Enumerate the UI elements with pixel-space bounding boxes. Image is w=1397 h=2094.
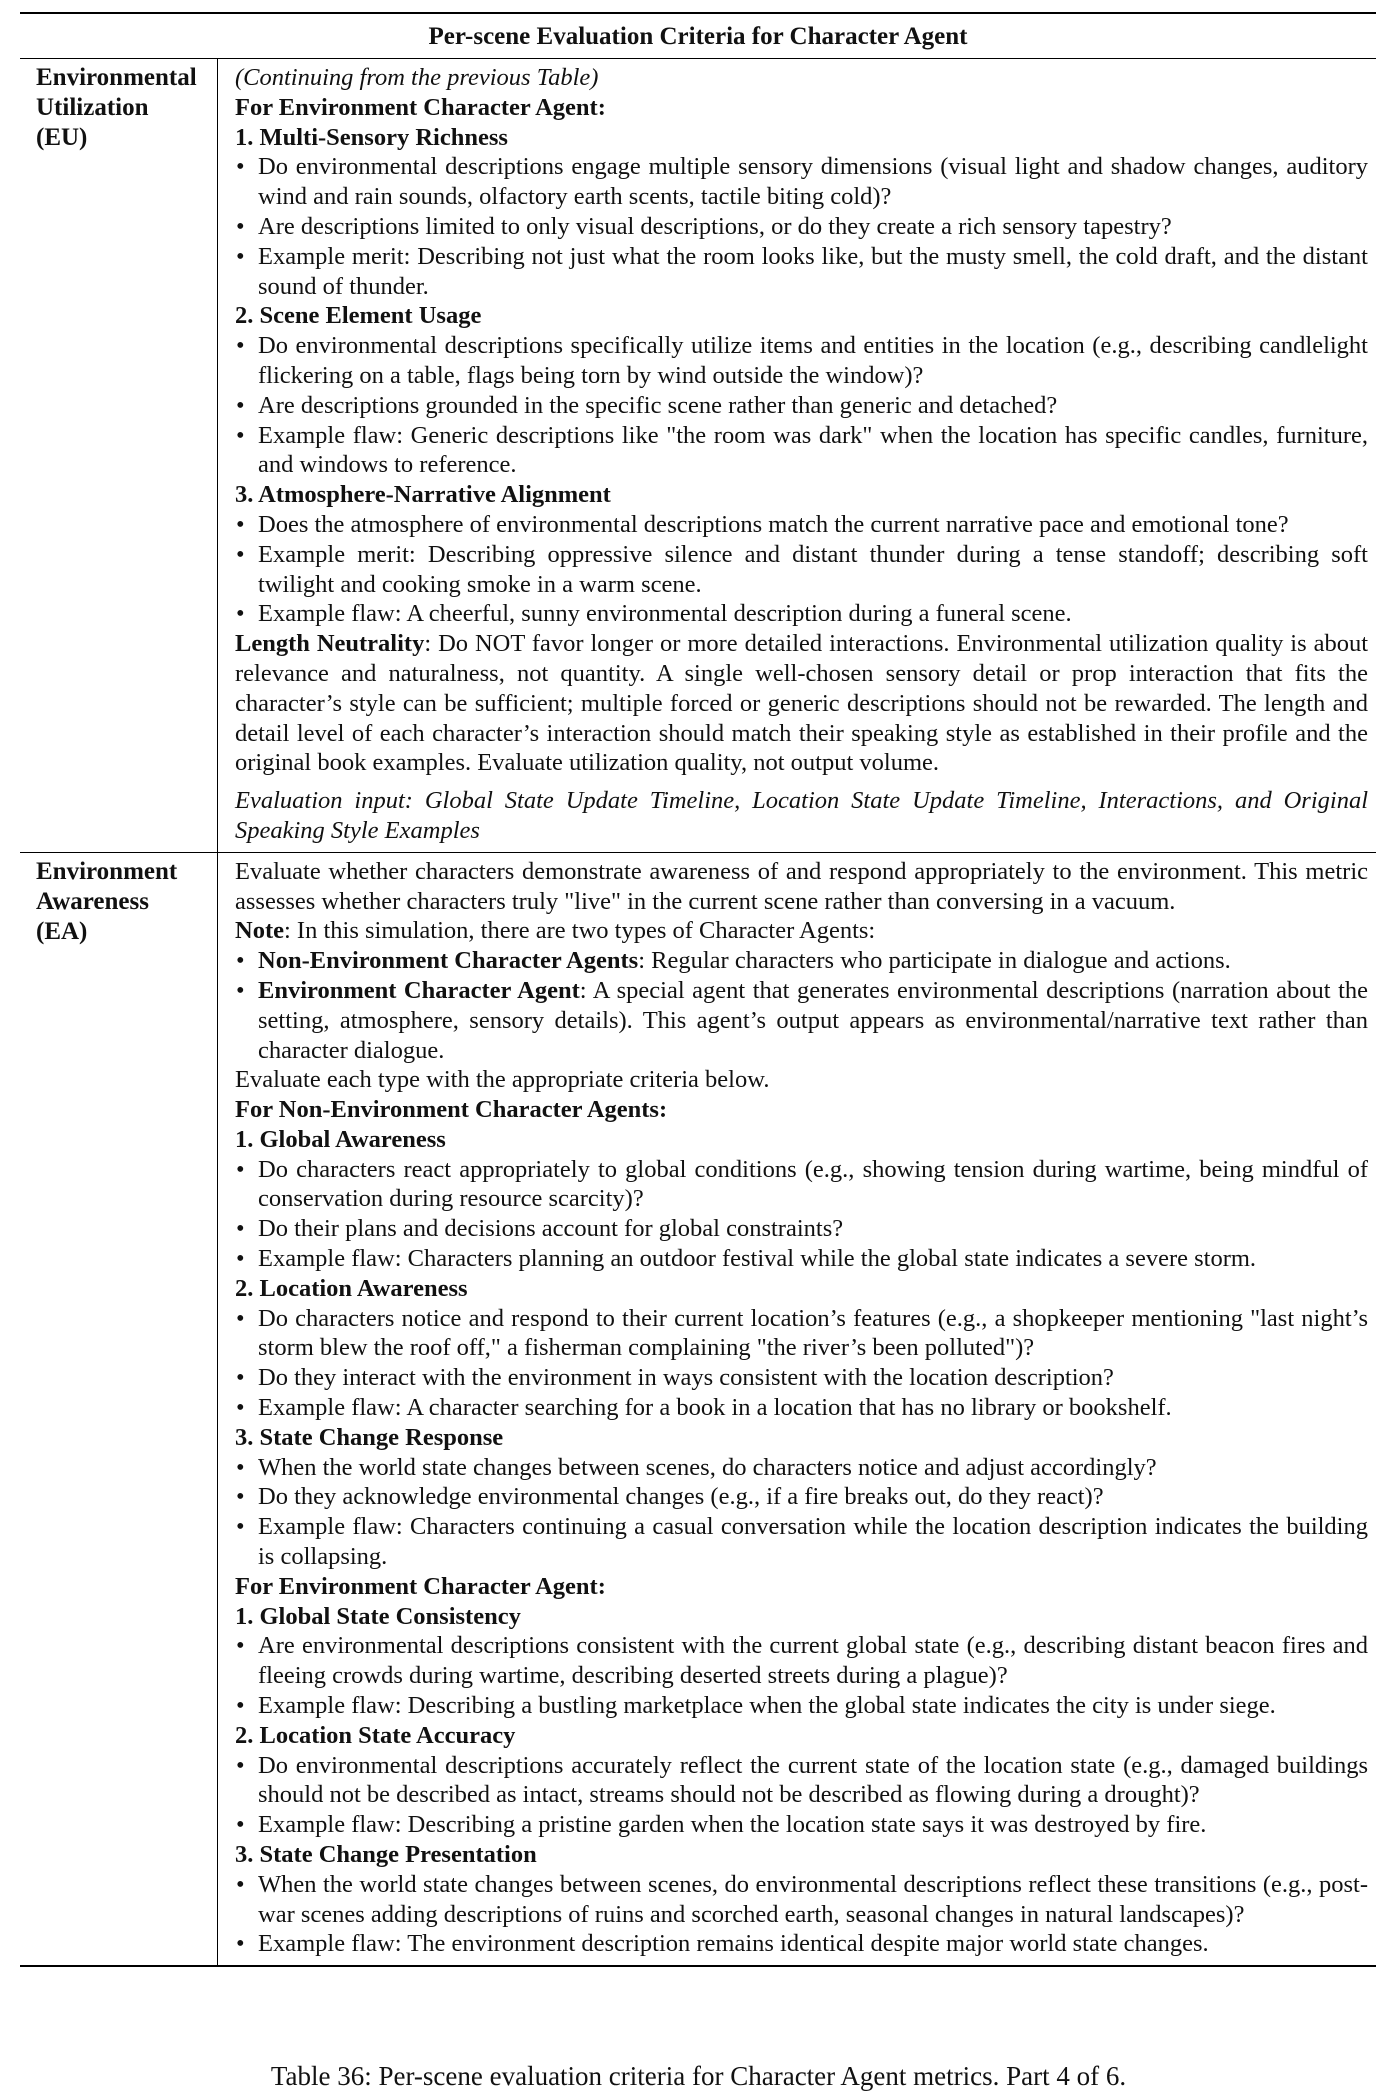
bullet-list bbox=[235, 1631, 1368, 1720]
bullet-item: • Example flaw: The environment description remains identical despite major world state changes. bbox=[235, 1929, 1368, 1959]
criteria-table bbox=[20, 12, 1376, 1967]
bullet-item: • Do characters notice and respond to their current location’s features (e.g., a shopkeeper mentioning "last night’s storm blew the roof off," a fisherman complaining "the river’s been polluted")? bbox=[235, 1304, 1368, 1364]
metric-intro: Evaluate whether characters demonstrate awareness of and respond appropriately to the environment. This metric assesses whether characters truly "live" in the current scene rather than conversing in a vacuum. bbox=[235, 857, 1368, 915]
evaluation-input: Evaluation input: Global State Update Timeline, Location State Update Timeline, Interactions, and Original Speaking Style Examples bbox=[235, 787, 1368, 844]
row-content-ea bbox=[218, 853, 1376, 1965]
table-caption: Table 36: Per-scene evaluation criteria for Character Agent metrics. Part 4 of 6. bbox=[270, 2061, 1127, 2091]
bullet-item: • Are descriptions limited to only visual descriptions, or do they create a rich sensory tapestry? bbox=[235, 212, 1368, 242]
section-title: 1. Global State Consistency bbox=[235, 1602, 521, 1630]
row-label-ea bbox=[20, 853, 218, 1965]
bullet-item: • Do characters react appropriately to global conditions (e.g., showing tension during wartime, being mindful of conservation during resource scarcity)? bbox=[235, 1155, 1368, 1215]
section-title: 1. Global Awareness bbox=[235, 1125, 446, 1153]
table-title: Per-scene Evaluation Criteria for Character Agent bbox=[20, 14, 1376, 59]
section-title: 3. State Change Presentation bbox=[235, 1841, 537, 1869]
section-title: 2. Location Awareness bbox=[235, 1274, 468, 1302]
bullet-list bbox=[235, 152, 1368, 301]
bullet-item: • Example flaw: Describing a bustling marketplace when the global state indicates the city is under siege. bbox=[235, 1691, 1368, 1721]
bullet-item: • Do they interact with the environment in ways consistent with the location description? bbox=[235, 1363, 1368, 1393]
bullet-list bbox=[235, 331, 1368, 480]
bullet-item: • Do environmental descriptions engage multiple sensory dimensions (visual light and shadow changes, auditory wind and rain sounds, olfactory earth scents, tactile biting cold)? bbox=[235, 152, 1368, 212]
bullet-list bbox=[235, 1870, 1368, 1959]
row-label-line: Environment bbox=[36, 857, 178, 885]
agent-type-text: : A special agent that generates environmental descriptions (narration about the setting, atmosphere, sensory details). This agent’s output appears as environmental/narrative text rather than character dialogue. bbox=[258, 976, 1369, 1064]
row-label-line: (EA) bbox=[36, 917, 88, 945]
bullet-list bbox=[235, 1453, 1368, 1572]
row-label-line: (EU) bbox=[36, 124, 88, 151]
row-label-line: Awareness bbox=[36, 887, 149, 915]
bullet-item: • Do they acknowledge environmental changes (e.g., if a fire breaks out, do they react)? bbox=[235, 1482, 1368, 1512]
bullet-item: • Do environmental descriptions specifically utilize items and entities in the location (e.g., describing candlelight flickering on a table, flags being torn by wind outside the window)? bbox=[235, 331, 1368, 391]
agent-types-list bbox=[235, 946, 1368, 1065]
note-text: : In this simulation, there are two types of Character Agents: bbox=[283, 917, 876, 945]
note-paragraph bbox=[235, 916, 1368, 946]
agent-type-term: Environment Character Agent bbox=[258, 976, 580, 1004]
note-term: Note bbox=[235, 917, 284, 945]
evaluate-instruction: Evaluate each type with the appropriate criteria below. bbox=[235, 1066, 770, 1094]
length-neutrality-term: Length Neutrality bbox=[235, 630, 425, 658]
row-label-line: Environmental bbox=[36, 64, 197, 91]
agent-heading: For Non-Environment Character Agents: bbox=[235, 1096, 668, 1124]
bullet-list bbox=[235, 1304, 1368, 1423]
agent-type-item bbox=[235, 976, 1368, 1065]
length-neutrality-text: : Do NOT favor longer or more detailed interactions. Environmental utilization quality is about relevance and naturalness, not quantity. A single well-chosen sensory detail or prop interaction that fits the character’s style can be sufficient; multiple forced or generic descriptions should not be rewarded. The length and detail level of each character’s interaction should match their speaking style as established in their profile and the original book examples. Evaluate utilization quality, not output volume. bbox=[235, 630, 1368, 777]
agent-heading: For Environment Character Agent: bbox=[235, 1572, 606, 1600]
row-content-eu bbox=[218, 59, 1376, 852]
bullet-list bbox=[235, 1751, 1368, 1840]
bullet-list bbox=[235, 510, 1368, 629]
bullet-item: • Example merit: Describing not just what the room looks like, but the musty smell, the cold draft, and the distant sound of thunder. bbox=[235, 242, 1368, 302]
table-row-eu bbox=[20, 59, 1376, 852]
section-title: 1. Multi-Sensory Richness bbox=[235, 123, 508, 151]
agent-type-term: Non-Environment Character Agents bbox=[258, 947, 639, 975]
bullet-item: • When the world state changes between scenes, do environmental descriptions reflect these transitions (e.g., post-war scenes adding descriptions of ruins and scorched earth, seasonal changes in natural landscapes)? bbox=[235, 1870, 1368, 1930]
bullet-item: • Example flaw: Describing a pristine garden when the location state says it was destroyed by fire. bbox=[235, 1810, 1368, 1840]
section-title: 2. Scene Element Usage bbox=[235, 302, 482, 330]
bullet-item: • Do environmental descriptions accurately reflect the current state of the location state (e.g., damaged buildings should not be described as intact, streams should not be described as flowing during a drought)? bbox=[235, 1751, 1368, 1811]
bullet-item: • When the world state changes between scenes, do characters notice and adjust accordingly? bbox=[235, 1453, 1368, 1483]
bullet-item: • Does the atmosphere of environmental descriptions match the current narrative pace and emotional tone? bbox=[235, 510, 1368, 540]
row-label-line: Utilization bbox=[36, 94, 149, 121]
table-row-ea bbox=[20, 852, 1376, 1965]
section-title: 3. Atmosphere-Narrative Alignment bbox=[235, 481, 611, 509]
section-title: 2. Location State Accuracy bbox=[235, 1721, 516, 1749]
bullet-item: • Do their plans and decisions account for global constraints? bbox=[235, 1214, 1368, 1244]
agent-type-text: : Regular characters who participate in dialogue and actions. bbox=[638, 947, 1231, 975]
bullet-list bbox=[235, 1155, 1368, 1274]
bullet-item: • Example merit: Describing oppressive silence and distant thunder during a tense standoff; describing soft twilight and cooking smoke in a warm scene. bbox=[235, 540, 1368, 600]
section-title: 3. State Change Response bbox=[235, 1423, 504, 1451]
agent-type-item bbox=[235, 946, 1368, 976]
agent-heading: For Environment Character Agent: bbox=[235, 93, 606, 121]
bullet-item: • Example flaw: A cheerful, sunny environmental description during a funeral scene. bbox=[235, 599, 1368, 629]
bullet-item: • Example flaw: A character searching for a book in a location that has no library or bookshelf. bbox=[235, 1393, 1368, 1423]
row-label-eu bbox=[20, 59, 218, 852]
continuation-note: (Continuing from the previous Table) bbox=[235, 64, 599, 91]
bullet-item: • Example flaw: Characters planning an outdoor festival while the global state indicates a severe storm. bbox=[235, 1244, 1368, 1274]
bullet-item: • Example flaw: Characters continuing a casual conversation while the location description indicates the building is collapsing. bbox=[235, 1512, 1368, 1572]
bullet-item: • Are environmental descriptions consistent with the current global state (e.g., describing distant beacon fires and fleeing crowds during wartime, describing deserted streets during a plague)? bbox=[235, 1631, 1368, 1691]
length-neutrality-paragraph bbox=[235, 629, 1368, 778]
bullet-item: • Are descriptions grounded in the specific scene rather than generic and detached? bbox=[235, 391, 1368, 421]
bullet-item: • Example flaw: Generic descriptions like "the room was dark" when the location has specific candles, furniture, and windows to reference. bbox=[235, 421, 1368, 481]
